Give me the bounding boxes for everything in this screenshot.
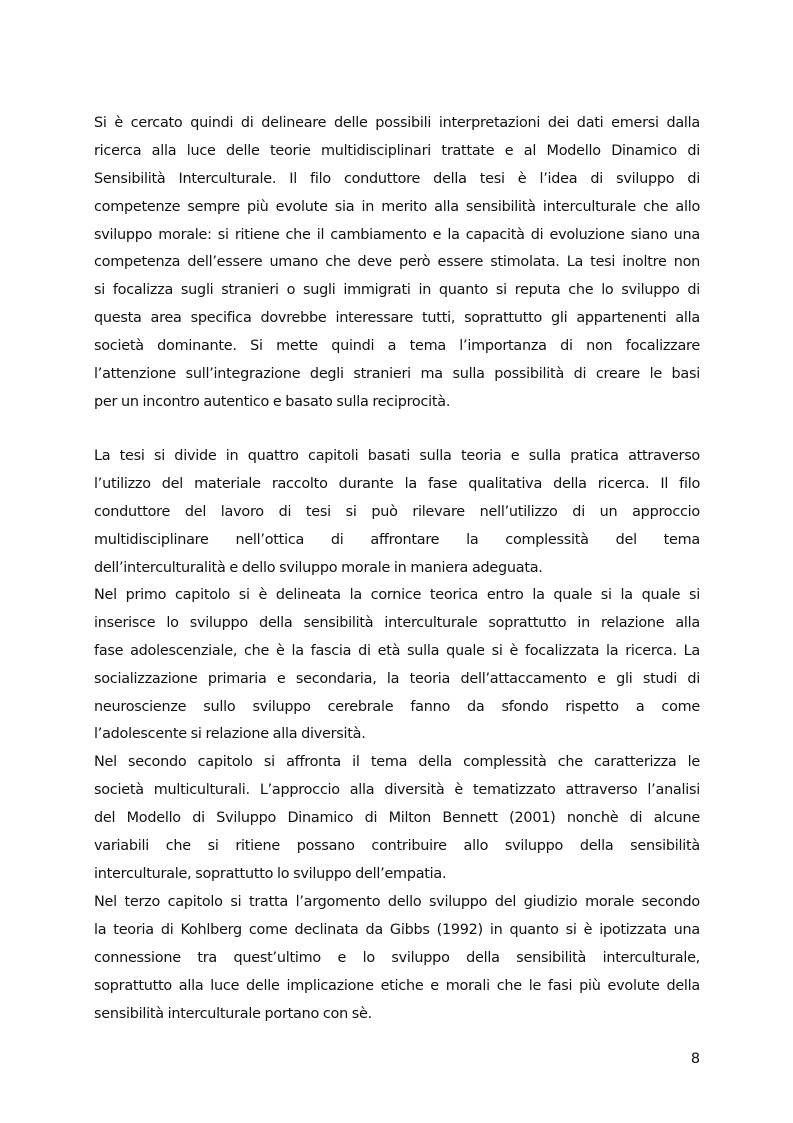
text-line: sviluppo morale: si ritiene che il cambiamento e la capacità di evoluzione siano una [94, 226, 700, 243]
page-number: 8 [690, 1051, 700, 1067]
text-line: per un incontro autentico e basato sulla reciprocità. [94, 393, 451, 410]
text-line: questa area specifica dovrebbe interessare tutti, soprattutto gli appartenenti alla [94, 310, 700, 327]
paragraph-2 [94, 443, 700, 582]
text-line: del Modello di Sviluppo Dinamico di Milton Bennett (2001) nonchè di alcune [94, 809, 700, 826]
text-line: si focalizza sugli stranieri o sugli immigrati in quanto si reputa che lo sviluppo di [94, 282, 700, 299]
text-line: società multiculturali. L’approccio alla diversità è tematizzato attraverso l’analisi [94, 781, 700, 798]
text-line: inserisce lo sviluppo della sensibilità interculturale soprattutto in relazione alla [94, 614, 700, 631]
text-line: La tesi si divide in quattro capitoli basati sulla teoria e sulla pratica attraverso [94, 448, 700, 464]
text-line: soprattutto alla luce delle implicazione etiche e morali che le fasi più evolute della [94, 977, 700, 994]
text-line: Nel secondo capitolo si affronta il tema della complessità che caratterizza le [94, 754, 700, 770]
text-line: Si è cercato quindi di delineare delle possibili interpretazioni dei dati emersi dalla [94, 115, 700, 131]
text-line: Sensibilità Interculturale. Il filo conduttore della tesi è l’idea di sviluppo di [94, 170, 700, 187]
text-line: variabili che si ritiene possano contribuire allo sviluppo della sensibilità [94, 837, 700, 854]
text-line: Nel primo capitolo si è delineata la cornice teorica entro la quale si la quale si [94, 587, 700, 603]
text-line: competenza dell’essere umano che deve però essere stimolata. La tesi inoltre non [94, 254, 700, 271]
text-line: società dominante. Si mette quindi a tema l’importanza di non focalizzare [94, 338, 700, 355]
paragraph-4 [94, 749, 700, 888]
text-line: la teoria di Kohlberg come declinata da Gibbs (1992) in quanto si è ipotizzata una [94, 921, 700, 938]
text-line: conduttore del lavoro di tesi si può rilevare nell’utilizzo di un approccio [94, 503, 700, 520]
text-line: neuroscienze sullo sviluppo cerebrale fanno da sfondo rispetto a come [94, 698, 700, 715]
text-line: socializzazione primaria e secondaria, la teoria dell’attaccamento e gli studi di [94, 670, 700, 687]
text-line: dell’interculturalità e dello sviluppo morale in maniera adeguata. [94, 559, 543, 576]
text-line: l’adolescente si relazione alla diversità. [94, 726, 366, 743]
paragraph-5 [94, 889, 700, 1028]
text-line: l’attenzione sull’integrazione degli stranieri ma sulla possibilità di creare le basi [94, 366, 700, 383]
paragraph-1 [94, 110, 700, 417]
text-line: interculturale, soprattutto lo sviluppo dell’empatia. [94, 865, 447, 882]
text-line: multidisciplinare nell’ottica di affrontare la complessità del tema [94, 531, 700, 548]
text-line: ricerca alla luce delle teorie multidisciplinari trattate e al Modello Dinamico di [94, 142, 700, 159]
text-line: fase adolescenziale, che è la fascia di età sulla quale si è focalizzata la ricerca. La [94, 642, 700, 659]
paragraph-3 [94, 582, 700, 749]
text-line: l’utilizzo del materiale raccolto durante la fase qualitativa della ricerca. Il filo [94, 475, 700, 492]
text-line: connessione tra quest’ultimo e lo sviluppo della sensibilità interculturale, [94, 949, 700, 966]
text-line: Nel terzo capitolo si tratta l’argomento dello sviluppo del giudizio morale secondo [94, 894, 700, 910]
text-line: sensibilità interculturale portano con sè. [94, 1005, 372, 1022]
text-line: competenze sempre più evolute sia in merito alla sensibilità interculturale che allo [94, 198, 700, 215]
